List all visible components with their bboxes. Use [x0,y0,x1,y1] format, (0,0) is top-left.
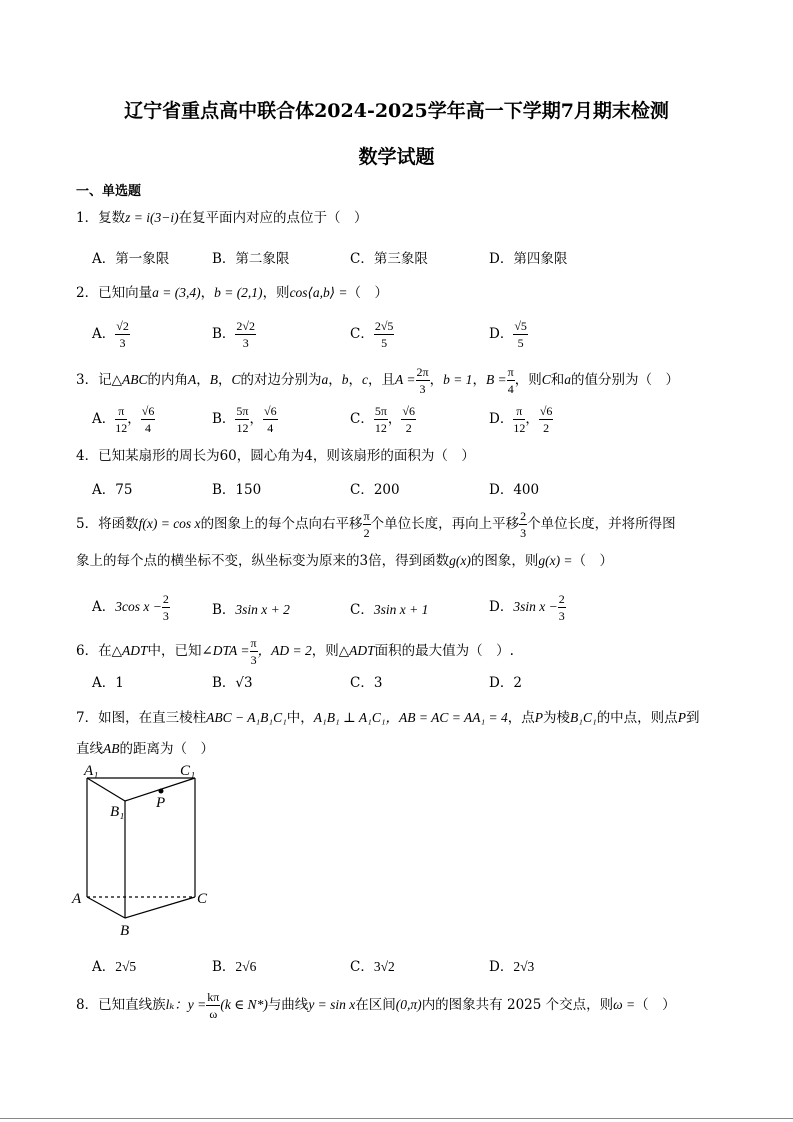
question-7: 7．如图，在直三棱柱ABC − A₁B₁C₁中，A₁B₁ ⊥ A₁C₁，AB = AC = AA₁ = 4，点P为棱B₁C₁的中点，则点P到 [76,710,700,726]
question-3: 3．记△ABC的内角A，B，C的对边分别为a，b，c，且A = $\frac{2\pi}{3}$ ，b = 1，B = $\frac{\pi}{4}$ ，则C和a的值分别为（ ） [76,365,679,396]
q4-option-d[interactable]: D．400 [489,482,540,498]
q5-option-a[interactable]: A．3cos x − $\frac{2}{3}$ [92,592,169,623]
q6-option-b[interactable]: B．√3 [212,675,253,691]
q6-option-d[interactable]: D．2 [489,675,522,691]
question-1: 1．复数z = i(3−i)在复平面内对应的点位于（ ） [76,210,368,226]
q3-option-d[interactable]: D． $\frac{\pi}{12}$ ， $\frac{√6}{2}$ [489,404,553,435]
edge-b-c [125,897,195,918]
q3-option-a[interactable]: A． $\frac{\pi}{12}$ ， $\frac{√6}{4}$ [92,404,155,435]
question-2: 2．已知向量a = (3,4)，b = (2,1)，则cos⟨a,b⟩ =（ ） [76,285,388,301]
label-b: B [120,923,130,939]
q1-option-c[interactable]: C．第三象限 [350,251,428,267]
edge-a1-b1 [87,778,125,801]
q3-option-b[interactable]: B． $\frac{5\pi}{12}$ ， $\frac{√6}{4}$ [212,404,277,435]
question-5-line-2: 象上的每个点的横坐标不变，纵坐标变为原来的3倍，得到函数g(x)的图象，则g(x) =（ ） [76,553,614,569]
q2-option-d[interactable]: D． $\frac{√5}{5}$ [489,319,527,350]
prism-figure [70,758,220,940]
q3-option-c[interactable]: C． $\frac{5\pi}{12}$ ， $\frac{√6}{2}$ [350,404,415,435]
q2-option-b[interactable]: B． $\frac{2√2}{3}$ [212,319,256,350]
q1-option-b[interactable]: B．第二象限 [212,251,290,267]
q5-option-c[interactable]: C．3sin x + 1 [350,602,429,618]
page-bottom-edge [0,1118,793,1119]
label-p: P [156,795,166,811]
exam-subtitle: 数学试题 [358,146,435,168]
question-4: 4．已知某扇形的周长为60，圆心角为4，则该扇形的面积为（ ） [76,448,475,464]
question-6: 6．在△ADT中，已知∠DTA = $\frac{\pi}{3}$ ，AD = 2，则△ADT面积的最大值为（ ）. [76,636,514,667]
q7-option-c[interactable]: C．3√2 [350,959,395,975]
q4-option-a[interactable]: A．75 [92,482,133,498]
q1-option-a[interactable]: A．第一象限 [92,251,170,267]
exam-title: 辽宁省重点高中联合体2024-2025学年高一下学期7月期末检测 [124,100,669,122]
q7-option-d[interactable]: D．2√3 [489,959,535,975]
label-c1: C₁ [180,763,196,779]
q7-option-b[interactable]: B．2√6 [212,959,257,975]
q5-option-b[interactable]: B．3sin x + 2 [212,602,290,618]
edge-a-b [87,897,125,918]
label-a1: A₁ [84,763,99,779]
question-7-line-2: 直线AB的距离为（ ） [76,741,214,757]
q7-option-a[interactable]: A．2√5 [92,959,137,975]
q5-option-d[interactable]: D．3sin x − $\frac{2}{3}$ [489,592,565,623]
q2-option-c[interactable]: C． $\frac{2√5}{5}$ [350,319,394,350]
q6-option-c[interactable]: C．3 [350,675,383,691]
q4-option-b[interactable]: B．150 [212,482,262,498]
point-p [159,789,164,794]
question-8: 8．已知直线族lₖ：y = $\frac{k\pi}{\omega}$ (k ∈ N*)与曲线y = sin x在区间(0,π)内的图象共有 2025 个交点，则ω =（ ） [76,990,676,1021]
label-c: C [197,891,208,907]
label-b1: B₁ [110,804,125,820]
label-a: A [72,891,82,907]
section-heading: 一、单选题 [76,184,142,199]
q2-option-a[interactable]: A． $\frac{√2}{3}$ [92,319,129,350]
q4-option-c[interactable]: C．200 [350,482,400,498]
q6-option-a[interactable]: A．1 [92,675,124,691]
q1-option-d[interactable]: D．第四象限 [489,251,568,267]
question-5: 5．将函数f(x) = cos x的图象上的每个点向右平移 $\frac{\pi}{2}$ 个单位长度，再向上平移 $\frac{2}{3}$ 个单位长度，并将所得图 [76,509,676,540]
